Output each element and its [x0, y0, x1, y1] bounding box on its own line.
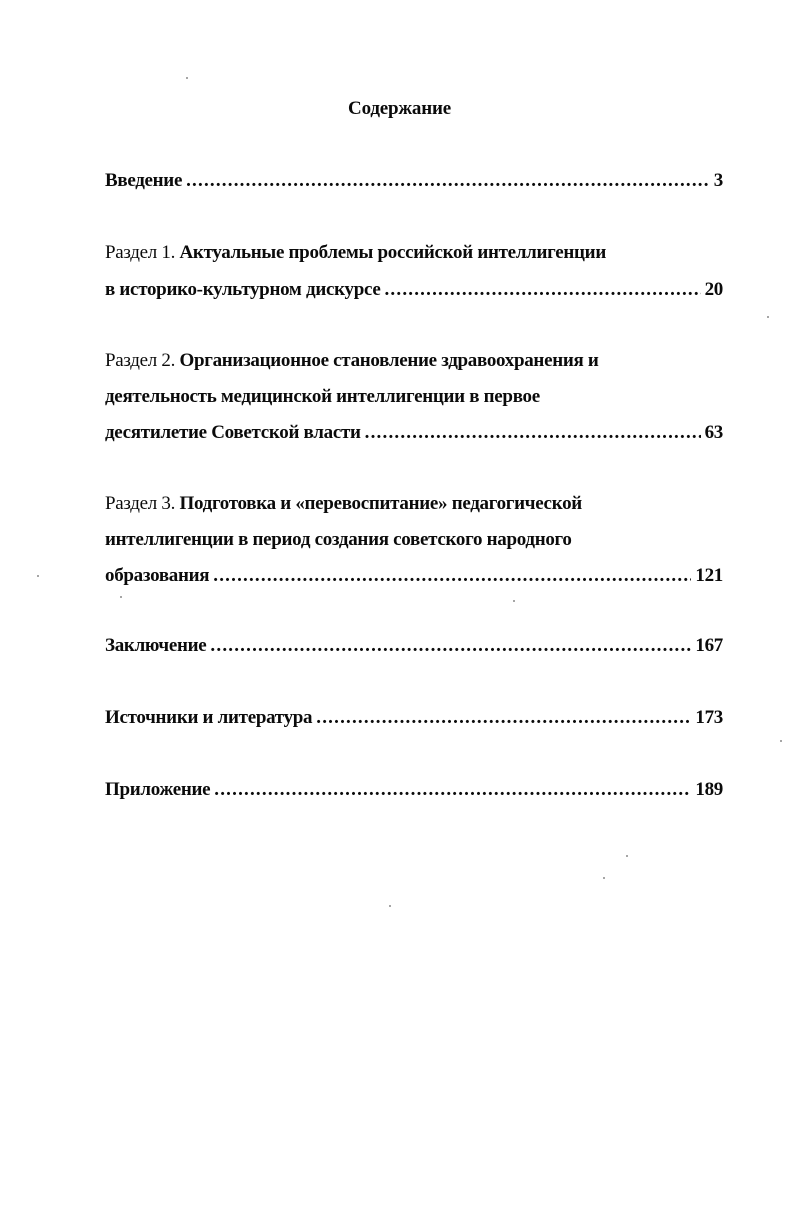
toc-entry-title: Источники и литература — [105, 707, 313, 728]
toc-entry-title-line: Подготовка и «перевоспитание» педагогической — [179, 493, 582, 514]
toc-page-number: 20 — [704, 279, 723, 300]
toc-page-number: 63 — [704, 422, 723, 443]
toc-entry-title-line: деятельность медицинской интеллигенции в первое — [105, 386, 540, 407]
scan-speck — [626, 855, 628, 857]
toc-entry-introduction[interactable] — [105, 170, 723, 196]
page-title: Содержание — [348, 98, 451, 119]
toc-entry-section-2[interactable] — [105, 422, 723, 448]
toc-page-number: 173 — [695, 707, 723, 728]
toc-entry-title: Введение — [105, 170, 183, 191]
dot-leader — [210, 635, 691, 657]
scan-speck — [37, 575, 39, 577]
section-prefix: Раздел 1. — [105, 242, 180, 263]
toc-page-number: 121 — [695, 565, 723, 586]
toc-page-number: 167 — [695, 635, 723, 656]
toc-entry-section-2-heading[interactable] — [105, 350, 599, 372]
toc-entry-conclusion[interactable] — [105, 635, 723, 661]
scan-speck — [389, 905, 391, 907]
scan-speck — [767, 316, 769, 318]
toc-entry-title-last-line: в историко-культурном дискурсе — [105, 279, 381, 300]
toc-entry-title-last-line: образования — [105, 565, 210, 586]
toc-entry-section-1-heading[interactable] — [105, 242, 606, 264]
scan-speck — [780, 740, 782, 742]
dot-leader — [365, 422, 701, 444]
toc-entry-section-3-heading[interactable] — [105, 493, 582, 515]
toc-entry-section-1[interactable] — [105, 279, 723, 305]
dot-leader — [384, 279, 700, 301]
toc-entry-section-3-line-2[interactable] — [105, 529, 572, 551]
section-prefix: Раздел 2. — [105, 350, 180, 371]
toc-entry-title-line: Актуальные проблемы российской интеллигенции — [179, 242, 606, 263]
scan-speck — [513, 600, 515, 602]
toc-entry-title: Приложение — [105, 779, 211, 800]
toc-entry-sources[interactable] — [105, 707, 723, 733]
dot-leader — [186, 170, 710, 192]
toc-entry-appendix[interactable] — [105, 779, 723, 805]
dot-leader — [214, 779, 691, 801]
toc-entry-title-last-line: десятилетие Советской власти — [105, 422, 361, 443]
toc-entry-section-2-line-2[interactable] — [105, 386, 540, 408]
toc-entry-title-line: интеллигенции в период создания советского народного — [105, 529, 572, 550]
toc-page-number: 3 — [713, 170, 723, 191]
scan-speck — [186, 77, 188, 79]
toc-entry-title-line: Организационное становление здравоохранения и — [179, 350, 599, 371]
scan-speck — [120, 596, 122, 598]
dot-leader — [316, 707, 691, 729]
scan-speck — [603, 877, 605, 879]
toc-entry-section-3[interactable] — [105, 565, 723, 591]
toc-page-number: 189 — [695, 779, 723, 800]
toc-entry-title: Заключение — [105, 635, 207, 656]
dot-leader — [213, 565, 691, 587]
section-prefix: Раздел 3. — [105, 493, 180, 514]
